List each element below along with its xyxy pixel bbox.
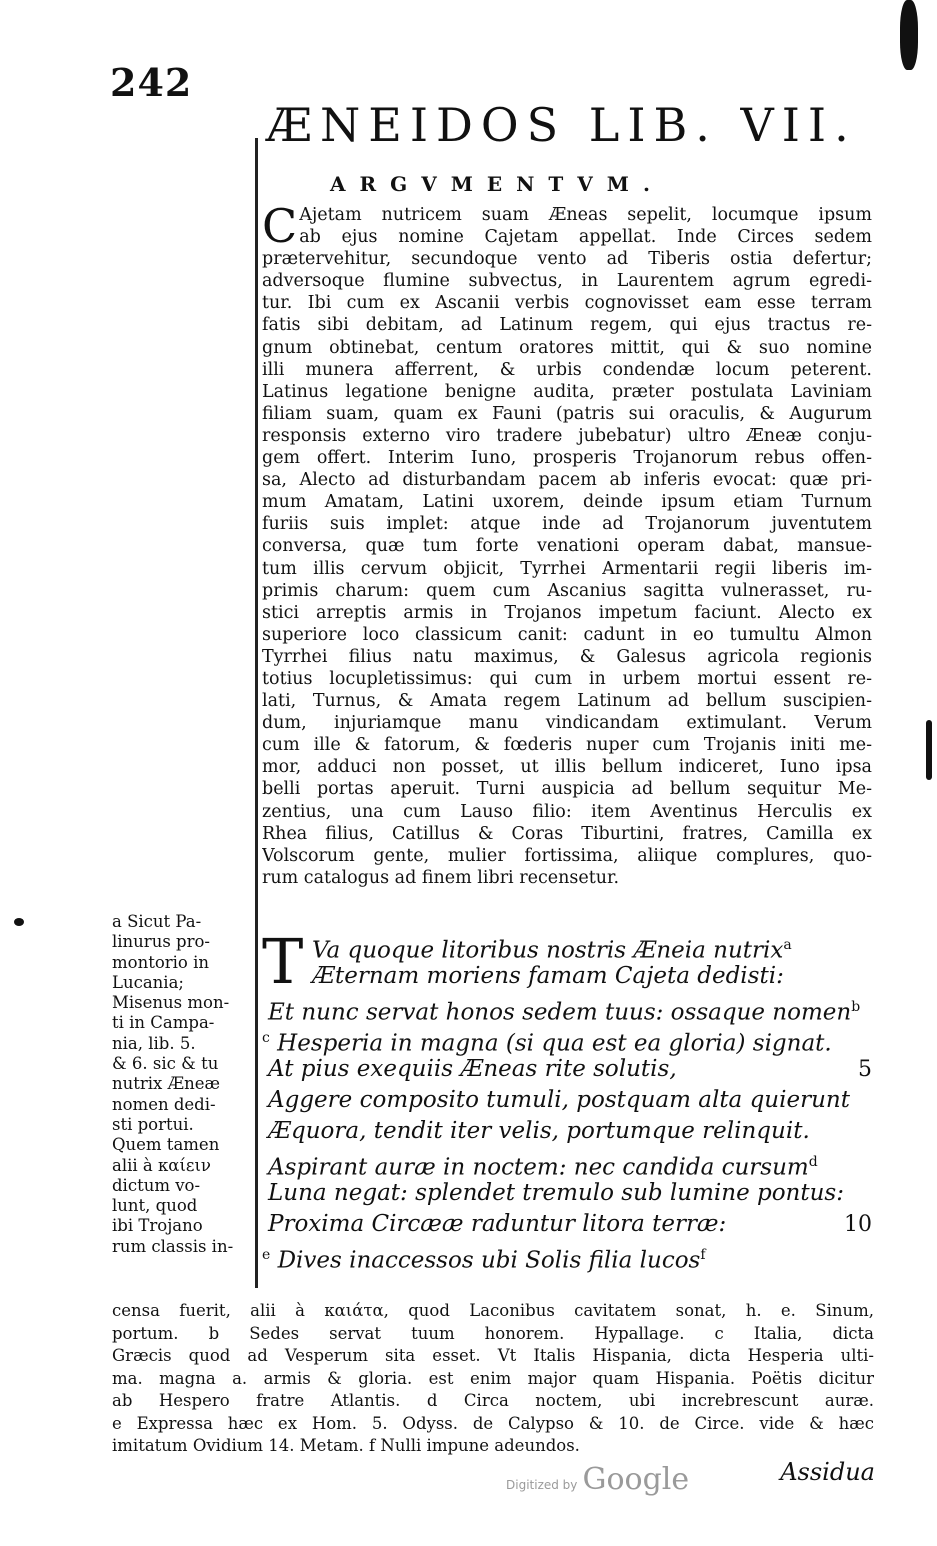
argument-line: adversoque flumine subvectus, in Laurentem agrum egredi- [262,271,872,292]
argument-dropcap: C [262,199,298,253]
argument-line: stici arreptis armis in Trojanos impetum faciunt. Alecto ex [262,602,872,623]
poem-verses [262,925,902,1274]
argument-line: cum ille & fatorum, & fœderis nuper cum Trojanis initi me- [262,735,872,756]
argument-line: totius locupletissimus: qui cum in urbem mortui essent re- [262,668,872,689]
argument-line: zentius, una cum Lauso filio: item Aventinus Herculis ex [262,801,872,822]
footnote-line: imitatum Ovidium 14. Metam. f Nulli impune adeundos. [112,1436,580,1455]
verse-text: Va quoque litoribus nostris Æneia nutrix [312,937,784,964]
argument-line: Tyrrhei filius natu maximus, & Galesus agricola regionis [262,646,872,667]
verse-line [262,1240,902,1274]
footnote-marker: a [783,937,792,953]
margin-note-line: & 6. sic & tu [112,1054,219,1074]
margin-note-line: Lucania; [112,972,184,992]
argument-line: belli portas aperuit. Turni auspicia ad bellum sequitur Me- [262,779,872,800]
footnote-line: e Expressa hæc ex Hom. 5. Odyss. de Calypso & 10. de Circe. vide & hæc [112,1413,874,1433]
argument-line: furiis suis implet: atque inde ad Trojanorum juventutem [262,514,872,535]
verse-text: Æquora, tendit iter velis, portumque relinquit. [268,1118,810,1144]
argument-line: dum, injuriamque manu vindicandam extimulant. Verum [262,713,872,734]
footnote-marker: e [262,1247,271,1263]
verse-line [262,1209,902,1240]
google-logo: Google [582,1462,690,1497]
running-title: ÆNEIDOS LIB. VII. [266,98,857,152]
argument-line: rum catalogus ad finem libri recensetur. [262,867,620,888]
line-number: 10 [844,1212,872,1237]
verse-line [262,961,902,992]
footnote-marker: f [700,1247,706,1263]
verse-line [262,1054,902,1085]
margin-note-line: nutrix Æneæ [112,1074,221,1094]
line-number: 5 [858,1057,872,1082]
margin-note [112,912,252,1257]
footnote-line: ab Hespero fratre Atlantis. d Circa noctem, ubi increbrescunt auræ. [112,1391,874,1410]
argument-title: ARGVMENTVM. [330,172,664,196]
footnote-line: ma. magna a. armis & gloria. est enim major quam Hispania. Poëtis dicitur [112,1368,874,1388]
argument-line: lati, Turnus, & Amata regem Latinum ad bellum suscipien- [262,691,872,712]
verse-line [262,1147,902,1181]
margin-note-line: a Sicut Pa- [112,912,202,931]
margin-note-line: nomen dedi- [112,1094,216,1114]
page-number: 242 [110,60,193,105]
margin-note-line: lunt, quod [112,1196,198,1216]
footnote-line: censa fuerit, alii à καιάτα, quod Laconibus cavitatem sonat, h. e. Sinum, [112,1301,874,1320]
margin-note-line: Misenus mon- [112,993,230,1013]
argument-line: fatis sibi debitam, ad Latinum regem, qui ejus tractus re- [262,315,872,336]
edge-mark-right [926,720,932,780]
argument-line: superiore loco classicum canit: cadunt in eo tumultu Almon [262,624,872,645]
verse-text: Dives inaccessos ubi Solis filia lucos [277,1247,701,1274]
verse-line [262,1178,902,1209]
ink-blot-margin [14,918,24,926]
argument-line: Ajetam nutricem suam Æneas sepelit, locumque ipsum [299,205,872,225]
footnotes [112,1300,874,1458]
argument-line: Volscorum gente, mulier fortissima, aliique complures, quo- [262,845,872,866]
argument-line: tur. Ibi cum ex Ascanii verbis cognovisset eam esse terram [262,293,872,314]
verse-text: Proxima Circææ raduntur litora terræ: [268,1211,727,1237]
margin-note-line: ti in Campa- [112,1013,215,1033]
footnote-line: Græcis quod ad Vesperum sita esset. Vt Italis Hispania, dicta Hesperia ulti- [112,1346,874,1365]
verse-text: Aggere composito tumuli, postquam alta quierunt [268,1087,850,1113]
argument-line: mum Amatam, Latini uxorem, deinde ipsum etiam Turnum [262,492,872,513]
margin-note-line: sti portui. [112,1114,194,1134]
verse-text: Æternam moriens famam Cajeta dedisti: [312,963,784,989]
verse-line [262,1116,902,1147]
margin-note-line: alii à καίειν [112,1155,211,1175]
margin-note-line: nia, lib. 5. [112,1033,196,1053]
verse-text: Hesperia in magna (si qua est ea gloria) signat. [277,1030,832,1057]
argument-line: gem offert. Interim Iuno, prosperis Trojanorum rebus offen- [262,448,872,469]
verse-text: Et nunc servat honos sedem tuus: ossaque nomen [268,999,852,1026]
argument-line: mor, adduci non posset, ut illis bellum indiceret, Iuno ipsa [262,757,872,778]
margin-note-line: ibi Trojano [112,1216,203,1236]
argument-line: Latinus legatione benigne audita, præter postulata Laviniam [262,381,872,402]
footnote-marker: d [808,1154,818,1170]
verse-text: At pius exequiis Æneas rite solutis, [268,1056,677,1082]
argument-line: tum illis cervum objicit, Tyrrhei Armentarii regii liberis im- [262,558,872,579]
margin-note-line: Quem tamen [112,1135,220,1155]
margin-note-line: linurus pro- [112,932,210,952]
argument-line: prætervehitur, secundoque vento ad Tiberis ostia defertur; [262,249,872,270]
argument-line: ab ejus nomine Cajetam appellat. Inde Circes sedem [299,227,872,248]
margin-note-line: rum classis in- [112,1236,234,1256]
footnote-marker: b [851,999,861,1015]
digitized-watermark [506,1462,689,1497]
vertical-rule [255,138,258,1288]
poem-dropcap: T [262,925,304,998]
margin-note-line: montorio in [112,952,210,972]
argument-line: responsis externo viro tradere jubebatur) ultro Æneæ conju- [262,425,872,446]
verse-text: Luna negat: splendet tremulo sub lumine pontus: [268,1180,844,1206]
verse-line [262,1085,902,1116]
footnote-marker: c [262,1030,270,1046]
argument-line: illi munera afferrent, & urbis condendæ locum peterent. [262,359,872,380]
verse-line [262,1023,902,1057]
watermark-caption: Digitized by [506,1478,578,1492]
argument-line: primis charum: quem cum Ascanius sagitta vulnerasset, ru- [262,580,872,601]
ink-blot-top-right [900,0,918,70]
argument-line: sa, Alecto ad disturbandam pacem ab inferis evocat: quæ pri- [262,470,872,491]
catchword: Assidua [780,1458,875,1486]
argument-line: filiam suam, quam ex Fauni (patris sui oraculis, & Augurum [262,403,872,424]
footnote-line: portum. b Sedes servat tuum honorem. Hypallage. c Italia, dicta [112,1323,874,1343]
argument-text [262,199,872,889]
margin-note-line: dictum vo- [112,1175,201,1195]
argument-line: gnum obtinebat, centum oratores mittit, qui & suo nomine [262,337,872,358]
argument-line: conversa, quæ tum forte venationi operam dabat, mansue- [262,536,872,557]
verse-text: Aspirant auræ in noctem: nec candida cursum [268,1154,809,1181]
verse-line [262,992,902,1026]
argument-line: Rhea filius, Catillus & Coras Tiburtini, fratres, Camilla ex [262,823,872,844]
